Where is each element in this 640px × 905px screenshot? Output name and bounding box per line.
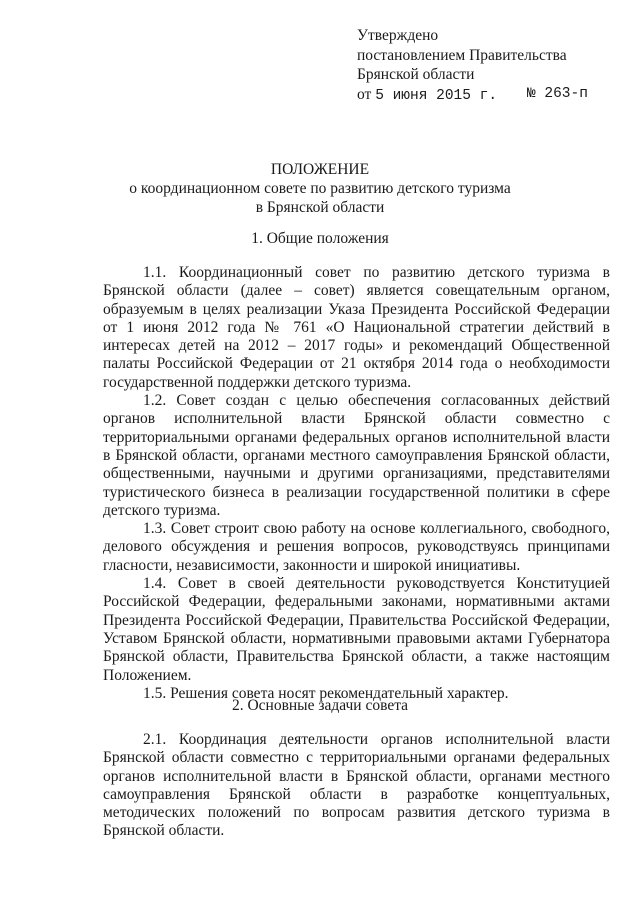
title-heading: ПОЛОЖЕНИЕ (270, 161, 370, 178)
paragraph-1-5: 1.5. Решения совета носят рекомендательный характер. (143, 684, 509, 702)
document-title (0, 160, 640, 217)
paragraph-1-2: 1.2. Совет создан с целью обеспечения согласованных действий органов исполнительной власти Брянской области совместно с территориальными органами федеральных органов исполнительной власти в Брянской области, органами местного самоуправления Брянской области, общественными, научными и другими организациями, представителями туристического бизнеса в реализации государственной политики в сфере детского туризма. (103, 392, 610, 519)
approval-line-3: Брянской области (357, 66, 475, 83)
title-subtitle-1: о координационном совете по развитию детского туризма (129, 180, 511, 197)
approval-date-line (357, 85, 597, 107)
section-2-heading: 2. Основные задачи совета (231, 697, 409, 714)
title-subtitle-2: в Брянской области (255, 199, 385, 216)
approval-line-1: Утверждено (357, 27, 439, 44)
section-1-heading: 1. Общие положения (251, 230, 389, 247)
paragraph-1-4: 1.4. Совет в своей деятельности руководствуется Конституцией Российской Федерации, федеральными законами, нормативными актами Президента Российской Федерации, Правительства Российской Федерации, Уставом Брянской области, нормативными правовыми актами Губернатора Брянской области, Правительства Брянской области, а также настоящим Положением. (103, 575, 610, 684)
paragraph-1-3: 1.3. Совет строит свою работу на основе коллегиального, свободного, делового обсуждения и решения вопросов, руководствуясь принципами гласности, независимости, законности и широкой инициативы. (103, 520, 610, 574)
paragraph-1-1: 1.1. Координационный совет по развитию детского туризма в Брянской области (далее – совет) является совещательным органом, образуемым в целях реализации Указа Президента Российской Федерации от 1 июня 2012 года № 761 «О Национальной стратегии действий в интересах детей на 2012 – 2017 годы» и рекомендаций Общественной палаты Российской Федерации от 21 октября 2014 года о необходимости государственной поддержки детского туризма. (103, 264, 610, 391)
section-2-body (103, 731, 610, 841)
paragraph-2-1: 2.1. Координация деятельности органов исполнительной власти Брянской области совместно с территориальными органами федеральных органов исполнительной власти в Брянской области, органами местного самоуправления Брянской области в разработке концептуальных, методических положений по вопросам развития детского туризма в Брянской области. (103, 731, 610, 840)
approval-stamp (357, 26, 597, 106)
approval-number: № 263-п (527, 85, 588, 102)
approval-date: 5 июня 2015 г. (375, 87, 498, 104)
approval-date-prefix: от (357, 85, 372, 103)
approval-line-2: постановлением Правительства (357, 46, 567, 64)
section-1-body (103, 264, 610, 703)
